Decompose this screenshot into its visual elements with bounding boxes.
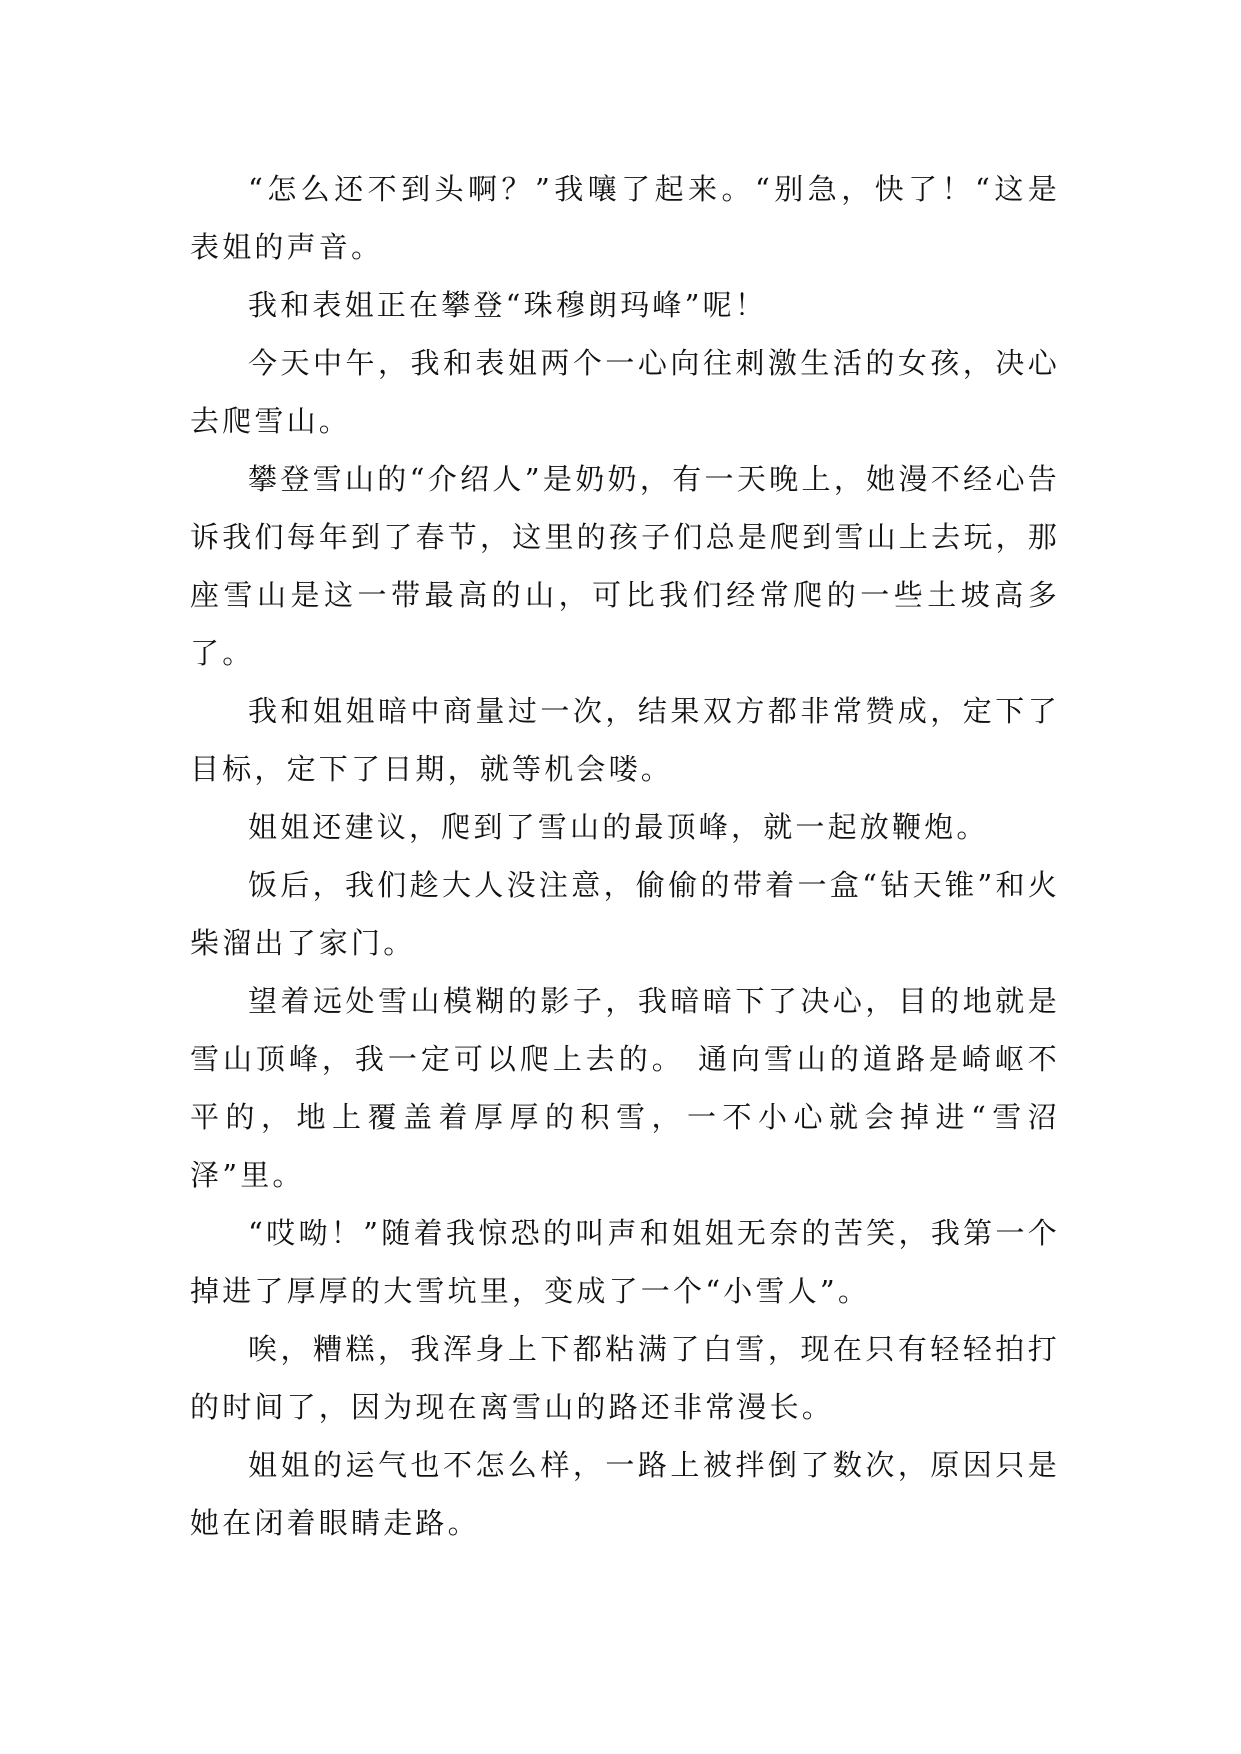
paragraph: “哎呦！”随着我惊恐的叫声和姐姐无奈的苦笑，我第一个掉进了厚厚的大雪坑里，变成了一个“小雪人”。 bbox=[190, 1216, 1060, 1308]
paragraph: 唉，糟糕，我浑身上下都粘满了白雪，现在只有轻轻拍打的时间了，因为现在离雪山的路还非常漫长。 bbox=[190, 1332, 1060, 1424]
paragraph: 我和姐姐暗中商量过一次，结果双方都非常赞成，定下了目标，定下了日期，就等机会喽。 bbox=[190, 694, 1060, 786]
paragraph: 姐姐还建议，爬到了雪山的最顶峰，就一起放鞭炮。 bbox=[248, 810, 989, 844]
paragraph: 饭后，我们趁大人没注意，偷偷的带着一盒“钻天锥”和火柴溜出了家门。 bbox=[190, 868, 1060, 960]
paragraph: 望着远处雪山模糊的影子，我暗暗下了决心，目的地就是雪山顶峰，我一定可以爬上去的。 通向雪山的道路是崎岖不平的，地上覆盖着厚厚的积雪，一不小心就会掉进“雪沼泽”里。 bbox=[190, 984, 1060, 1192]
paragraph: “怎么还不到头啊？”我嚷了起来。“别急，快了！“这是表姐的声音。 bbox=[190, 172, 1060, 264]
paragraph: 姐姐的运气也不怎么样，一路上被拌倒了数次，原因只是她在闭着眼睛走路。 bbox=[190, 1448, 1060, 1540]
paragraph: 今天中午，我和表姐两个一心向往刺激生活的女孩，决心去爬雪山。 bbox=[190, 346, 1060, 438]
document-body bbox=[190, 160, 1060, 1552]
paragraph: 攀登雪山的“介绍人”是奶奶，有一天晚上，她漫不经心告诉我们每年到了春节，这里的孩子们总是爬到雪山上去玩，那座雪山是这一带最高的山，可比我们经常爬的一些土坡高多了。 bbox=[190, 462, 1060, 670]
paragraph: 我和表姐正在攀登“珠穆朗玛峰”呢！ bbox=[248, 288, 768, 322]
